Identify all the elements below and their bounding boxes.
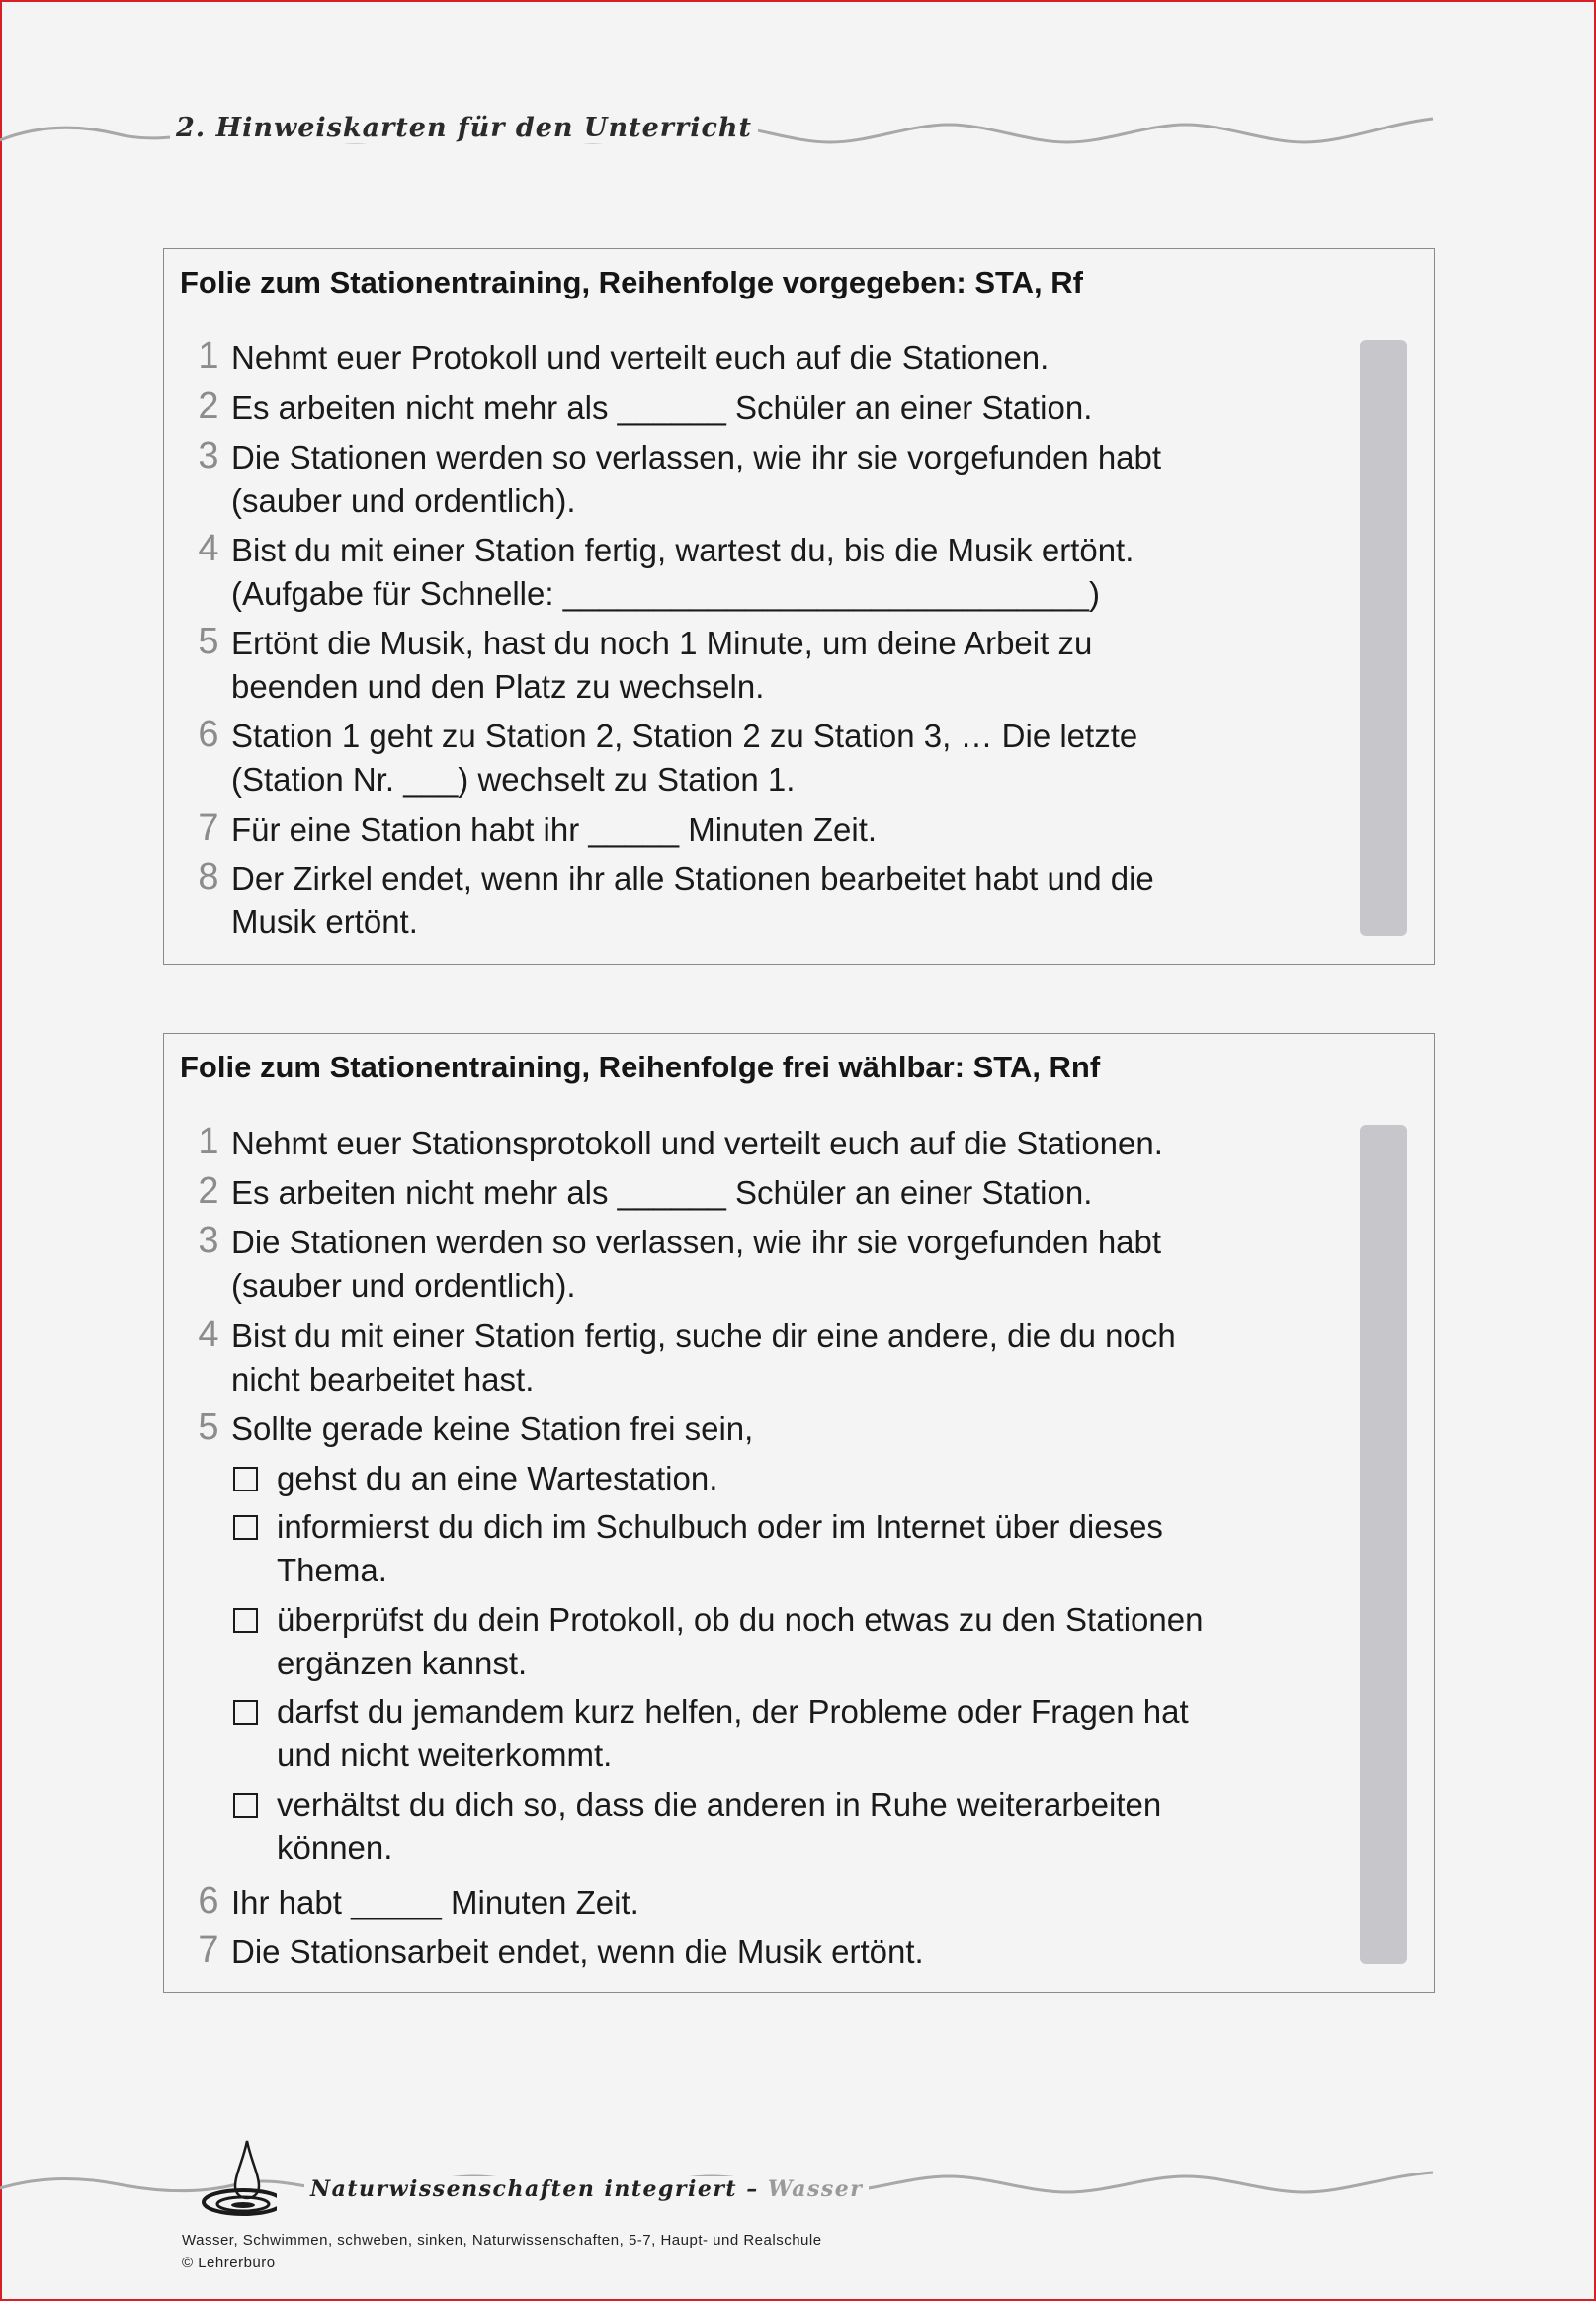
option-item <box>233 1783 1330 1870</box>
rule-item <box>194 1407 1330 1451</box>
rule-text-line1: Bist du mit einer Station fertig, wartest du, bis die Musik ertönt. <box>231 532 1134 568</box>
rule-text: Für eine Station habt ihr _____ Minuten Zeit. <box>231 811 878 848</box>
rule-number: 6 <box>198 714 219 755</box>
series-accent: Wasser <box>767 2176 864 2202</box>
rule-text-line1: Bist du mit einer Station fertig, suche dir eine andere, die du noch <box>231 1318 1176 1354</box>
water-drop-logo <box>198 2135 277 2224</box>
rule-item <box>194 1315 1330 1402</box>
option-text-line2: Thema. <box>277 1552 387 1588</box>
rule-item <box>194 529 1330 616</box>
rule-item <box>194 436 1330 523</box>
rule-number: 7 <box>198 808 219 849</box>
rule-text-line1: Die Stationen werden so verlassen, wie ihr sie vorgefunden habt <box>231 439 1162 475</box>
rule-text-line2: nicht bearbeitet hast. <box>231 1361 535 1398</box>
option-text-line1: überprüfst du dein Protokoll, ob du noch etwas zu den Stationen <box>277 1601 1204 1638</box>
rule-number: 4 <box>198 528 219 569</box>
option-text: gehst du an eine Wartestation. <box>277 1460 718 1496</box>
rule-item <box>194 622 1330 709</box>
rule-item <box>194 1122 1330 1165</box>
option-item <box>233 1690 1330 1777</box>
card-title: Folie zum Stationentraining, Reihenfolge vorgegeben: STA, Rf <box>180 265 1083 299</box>
rule-number: 7 <box>198 1929 219 1971</box>
instruction-card-free-order <box>163 1033 1435 1993</box>
rule-number: 5 <box>198 1406 219 1448</box>
option-item <box>233 1457 1330 1500</box>
rule-text: Es arbeiten nicht mehr als ______ Schüler an einer Station. <box>231 1174 1093 1211</box>
rule-item <box>194 386 1330 430</box>
rule-text: Ihr habt _____ Minuten Zeit. <box>231 1884 639 1920</box>
rule-number: 8 <box>198 856 219 897</box>
rule-item <box>194 857 1330 944</box>
rule-number: 6 <box>198 1880 219 1921</box>
rule-item <box>194 1881 1330 1924</box>
rule-text-line1: Station 1 geht zu Station 2, Station 2 zu Station 3, … Die letzte <box>231 718 1138 754</box>
rule-number: 3 <box>198 435 219 476</box>
rule-text: Sollte gerade keine Station frei sein, <box>231 1410 754 1447</box>
checkbox[interactable] <box>233 1515 258 1540</box>
option-text-line2: ergänzen kannst. <box>277 1645 528 1681</box>
option-text-line1: verhältst du dich so, dass die anderen in Ruhe weiterarbeiten <box>277 1786 1162 1823</box>
rule-text-line1: Ertönt die Musik, hast du noch 1 Minute, um deine Arbeit zu <box>231 625 1093 661</box>
series-title <box>304 2176 869 2202</box>
checkbox[interactable] <box>233 1793 258 1818</box>
rule-item <box>194 809 1330 852</box>
footer-meta: Wasser, Schwimmen, schweben, sinken, Naturwissenschaften, 5-7, Haupt- und Realschule <box>182 2232 822 2249</box>
rule-number: 1 <box>198 335 219 377</box>
checkbox[interactable] <box>233 1700 258 1725</box>
rule-text: Es arbeiten nicht mehr als ______ Schüler an einer Station. <box>231 389 1093 426</box>
rule-text-line2: (Station Nr. ___) wechselt zu Station 1. <box>231 761 796 798</box>
option-text-line2: und nicht weiterkommt. <box>277 1737 613 1773</box>
rule-text-line1: Die Stationen werden so verlassen, wie ihr sie vorgefunden habt <box>231 1224 1162 1260</box>
card-title: Folie zum Stationentraining, Reihenfolge frei wählbar: STA, Rnf <box>180 1050 1101 1084</box>
rule-number: 1 <box>198 1121 219 1162</box>
series-name: Naturwissenschaften integriert – <box>310 2176 768 2202</box>
rule-item <box>194 715 1330 802</box>
option-text-line1: darfst du jemandem kurz helfen, der Probleme oder Fragen hat <box>277 1693 1189 1730</box>
checkbox[interactable] <box>233 1467 258 1491</box>
rule-text-line2: (Aufgabe für Schnelle: _____________________________) <box>231 575 1100 612</box>
option-item <box>233 1505 1330 1592</box>
rule-item <box>194 1171 1330 1215</box>
checkbox[interactable] <box>233 1608 258 1633</box>
rule-text-line2: Musik ertönt. <box>231 903 418 940</box>
rule-text: Nehmt euer Stationsprotokoll und verteilt euch auf die Stationen. <box>231 1125 1163 1161</box>
rule-number: 4 <box>198 1314 219 1355</box>
option-text-line1: informierst du dich im Schulbuch oder im Internet über dieses <box>277 1508 1163 1545</box>
rule-text: Die Stationsarbeit endet, wenn die Musik ertönt. <box>231 1933 924 1970</box>
rule-item <box>194 1930 1330 1974</box>
rule-text-line1: Der Zirkel endet, wenn ihr alle Stationen bearbeitet habt und die <box>231 860 1154 896</box>
rule-item <box>194 1221 1330 1308</box>
rule-text-line2: beenden und den Platz zu wechseln. <box>231 668 765 705</box>
card-scrollbar[interactable] <box>1360 340 1407 936</box>
rule-number: 5 <box>198 621 219 662</box>
rule-item <box>194 336 1330 380</box>
rule-number: 3 <box>198 1220 219 1261</box>
footer-copyright: © Lehrerbüro <box>182 2255 276 2271</box>
option-text-line2: können. <box>277 1830 393 1866</box>
option-item <box>233 1598 1330 1685</box>
rule-number: 2 <box>198 1170 219 1212</box>
rule-text: Nehmt euer Protokoll und verteilt euch auf die Stationen. <box>231 339 1050 376</box>
instruction-card-fixed-order <box>163 248 1435 965</box>
rule-number: 2 <box>198 385 219 427</box>
section-header-title: 2. Hinweiskarten für den Unterricht <box>170 113 758 143</box>
rule-text-line2: (sauber und ordentlich). <box>231 482 576 519</box>
rule-text-line2: (sauber und ordentlich). <box>231 1267 576 1304</box>
card-scrollbar[interactable] <box>1360 1125 1407 1964</box>
